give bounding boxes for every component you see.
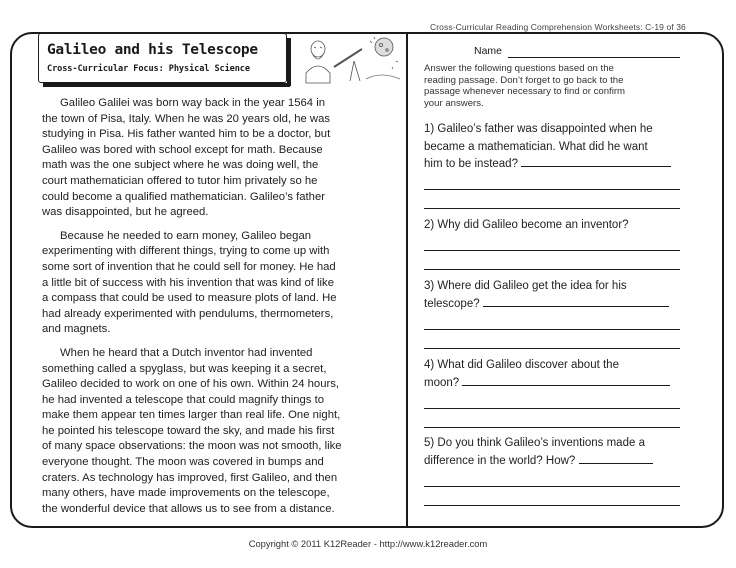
answer-line[interactable]: [424, 408, 680, 409]
passage-paragraph-1: [42, 96, 394, 221]
passage-line: something called a spyglass, but was keeping it a secret,: [42, 362, 327, 375]
passage-line: many others, have made improvements on the telescope,: [42, 487, 330, 500]
answer-blank-inline[interactable]: [462, 385, 670, 386]
answer-line[interactable]: [424, 208, 680, 209]
instructions-line: Answer the following questions based on the: [424, 63, 614, 74]
passage-paragraph-3: [42, 346, 394, 518]
passage-line: math was the one subject where he was doing well, the: [42, 159, 319, 172]
passage-line: had already experimented with pendulums, thermometers,: [42, 307, 334, 320]
answer-blank-inline[interactable]: [483, 306, 669, 307]
telescope-sketch: [334, 49, 362, 67]
question-line: 3) Where did Galileo get the idea for his: [424, 280, 627, 292]
answer-line[interactable]: [424, 329, 680, 330]
answer-line[interactable]: [424, 348, 680, 349]
passage-line: a little bit of success with his invention that was kind of like: [42, 276, 334, 289]
answer-line[interactable]: [424, 189, 680, 190]
question-line: him to be instead?: [424, 156, 671, 174]
answer-line[interactable]: [424, 505, 680, 506]
passage-line: could become a qualified mathematician. Galileo’s father: [42, 190, 326, 203]
series-label: Cross-Curricular Reading Comprehension Worksheets: C-19 of 36: [430, 22, 686, 32]
question-4: [424, 357, 670, 392]
question-line: 4) What did Galileo discover about the: [424, 359, 619, 371]
answer-blank-inline[interactable]: [579, 463, 653, 464]
question-line: 2) Why did Galileo become an inventor?: [424, 219, 629, 231]
galileo-telescope-illustration: [296, 33, 404, 85]
answer-blank-inline[interactable]: [521, 166, 671, 167]
passage-line: experimenting with different things, trying to come up with: [42, 245, 330, 258]
moon-sketch: [375, 38, 393, 56]
name-field[interactable]: [508, 57, 680, 58]
question-line: 5) Do you think Galileo’s inventions made a: [424, 437, 645, 449]
passage-line: studying in Pisa. His father wanted him to be a doctor, but: [42, 128, 331, 141]
passage-line: Galileo decided to work on one of his own. Within 24 hours,: [42, 378, 340, 391]
question-3: [424, 278, 669, 313]
cross-curricular-focus: Cross-Curricular Focus: Physical Science: [47, 64, 250, 74]
passage-line: he had invented a telescope that could magnify things to: [42, 393, 324, 406]
passage-line: everyone thought. The moon was covered in bumps and: [42, 456, 324, 469]
question-line: telescope?: [424, 296, 669, 314]
answer-line[interactable]: [424, 250, 680, 251]
worksheet-title: Galileo and his Telescope: [47, 42, 258, 58]
question-line: 1) Galileo’s father was disappointed when he: [424, 123, 653, 135]
passage-line: and magnets.: [42, 323, 111, 336]
answer-line[interactable]: [424, 486, 680, 487]
instructions: [424, 63, 694, 109]
passage-line: Galileo Galilei was born way back in the year 1564 in: [60, 97, 325, 109]
passage-line: When he heard that a Dutch inventor had invented: [60, 346, 313, 359]
column-divider: [406, 32, 408, 528]
reading-passage: [42, 96, 394, 525]
question-line: difference in the world? How?: [424, 453, 653, 471]
passage-line: court mathematician offered to tutor him privately so he: [42, 174, 318, 187]
passage-paragraph-2: [42, 229, 394, 338]
passage-line: the town of Pisa, Italy. When he was 20 years old, he was: [42, 112, 331, 125]
question-line: became a mathematician. What did he want: [424, 140, 648, 153]
name-label: Name: [474, 45, 503, 57]
passage-line: some sort of invention that he could sell for money. He had: [42, 260, 336, 273]
instructions-line: reading passage. Don’t forget to go back to the: [424, 74, 624, 86]
galileo-beard-sketch: [312, 53, 324, 59]
galileo-body-sketch: [306, 66, 330, 83]
instructions-line: your answers.: [424, 97, 484, 109]
answer-line[interactable]: [424, 269, 680, 270]
passage-line: he pointed his telescope toward the sky, and made his first: [42, 424, 335, 437]
instructions-line: passage whenever necessary to find or confirm: [424, 86, 626, 97]
question-line: moon?: [424, 375, 670, 393]
passage-line: was disappointed, but he agreed.: [42, 206, 209, 219]
question-1: [424, 121, 671, 174]
passage-line: Because he needed to earn money, Galileo began: [60, 229, 312, 242]
passage-line: Galileo was bored with school except for math. Because: [42, 143, 323, 156]
answer-line[interactable]: [424, 427, 680, 428]
passage-line: the wonderful device that allows us to see from a distance.: [42, 502, 335, 515]
question-5: [424, 435, 653, 470]
question-2: [424, 217, 629, 235]
title-box: [38, 33, 287, 83]
passage-line: craters. As technology has improved, first Galileo, and then: [42, 471, 338, 484]
passage-line: make them appear ten times larger than real life. One night,: [42, 409, 341, 422]
copyright-footer: Copyright © 2011 K12Reader - http://www.k12reader.com: [248, 538, 488, 549]
passage-line: a compass that could be used to measure plots of land. He: [42, 292, 337, 305]
passage-line: of many space observations: the moon was not smooth, like: [42, 440, 342, 453]
